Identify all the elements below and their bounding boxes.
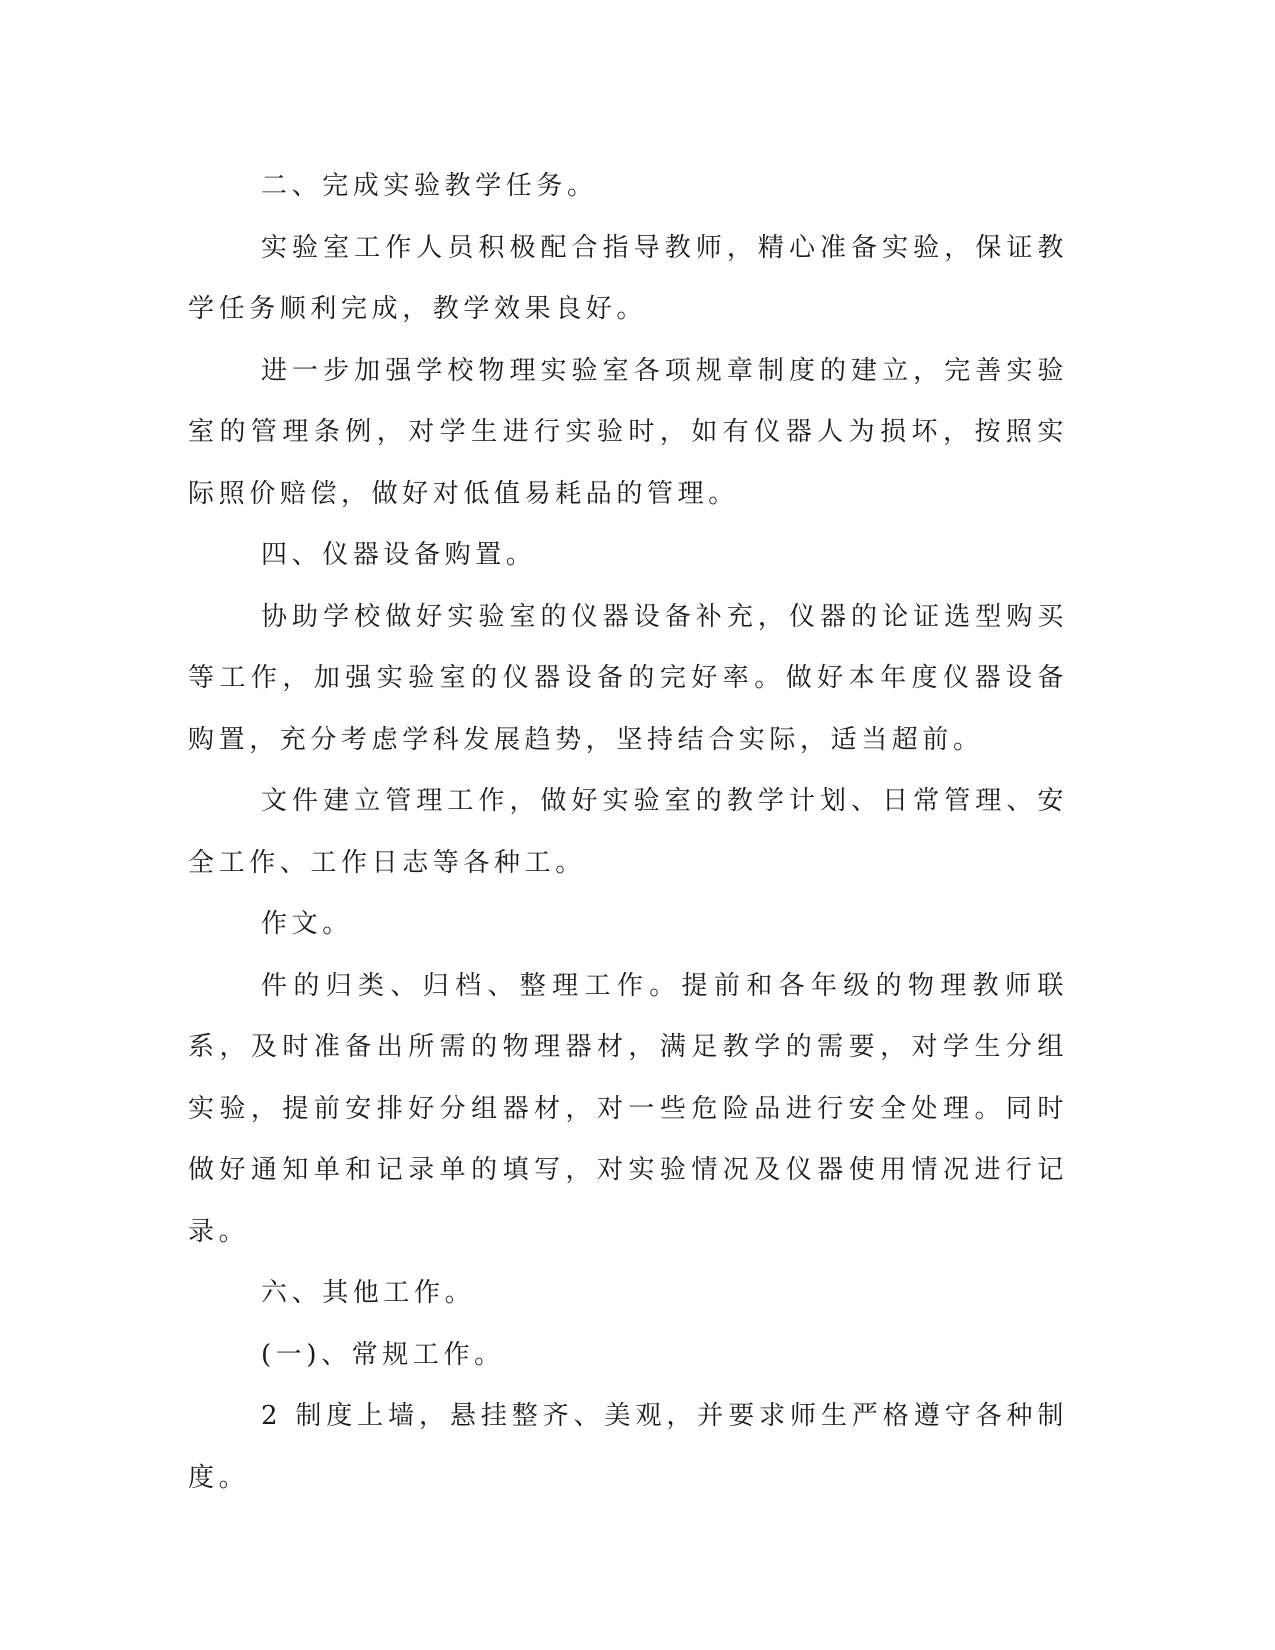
paragraph: 进一步加强学校物理实验室各项规章制度的建立，完善实验室的管理条例，对学生进行实验时，如有仪器人为损坏，按照实际照价赔偿，做好对低值易耗品的管理。 (188, 355, 1068, 509)
document-body (188, 156, 1068, 1509)
section-heading: 二、完成实验教学任务。 (261, 171, 598, 201)
section-heading: 六、其他工作。 (261, 1278, 476, 1308)
section-heading: 四、仪器设备购置。 (261, 540, 537, 570)
paragraph: 文件建立管理工作，做好实验室的教学计划、日常管理、安全工作、工作日志等各种工。 (188, 786, 1068, 878)
subsection-heading: (一)、常规工作。 (261, 1339, 505, 1370)
paragraph: 2 制度上墙，悬挂整齐、美观，并要求师生严格遵守各种制度。 (188, 1401, 1068, 1493)
paragraph: 实验室工作人员积极配合指导教师，精心准备实验，保证教学任务顺利完成，教学效果良好。 (188, 232, 1068, 324)
paragraph: 作文。 (261, 909, 353, 939)
paragraph: 协助学校做好实验室的仪器设备补充，仪器的论证选型购买等工作，加强实验室的仪器设备的完好率。做好本年度仪器设备购置，充分考虑学科发展趋势，坚持结合实际，适当超前。 (188, 601, 1068, 755)
paragraph: 件的归类、归档、整理工作。提前和各年级的物理教师联系，及时准备出所需的物理器材，满足教学的需要，对学生分组实验，提前安排好分组器材，对一些危险品进行安全处理。同时做好通知单和记录单的填写，对实验情况及仪器使用情况进行记录。 (188, 970, 1068, 1247)
